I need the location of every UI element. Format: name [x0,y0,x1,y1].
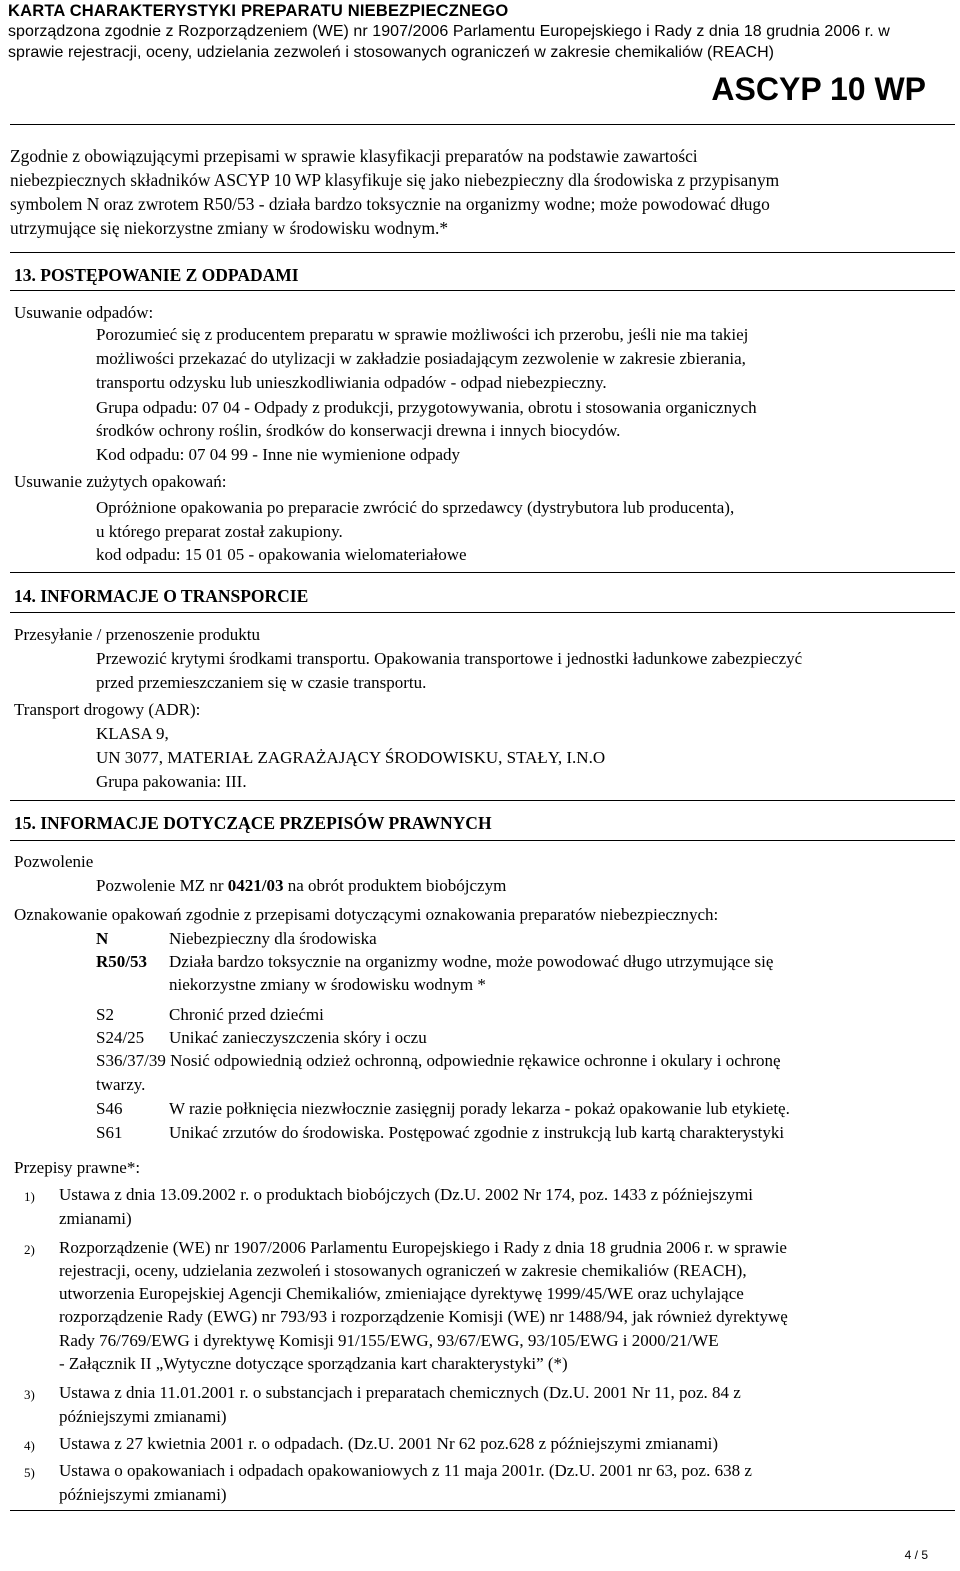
shipping-text: przed przemieszczaniem się w czasie transportu. [96,673,427,692]
list-item: Rady 76/769/EWG i dyrektywę Komisji 91/155/EWG, 93/67/EWG, 93/105/EWG i 2000/21/WE [59,1331,719,1350]
waste-disposal-label: Usuwanie odpadów: [14,303,154,322]
regulation-line-2: sprawie rejestracji, oceny, udzielania zezwoleń i stosowanych ograniczeń w zakresie chemikaliów (REACH) [8,44,775,61]
list-item: Ustawa z dnia 13.09.2002 r. o produktach biobójczych (Dz.U. 2002 Nr 174, poz. 1433 z późniejszymi [59,1185,754,1204]
waste-group-text: Grupa odpadu: 07 04 - Odpady z produkcji, przygotowywania, obrotu i stosowania organicznych [96,398,757,417]
shipping-text: Przewozić krytymi środkami transportu. Opakowania transportowe i jednostki ładunkowe zabezpieczyć [96,649,803,668]
document-title: KARTA CHARAKTERYSTYKI PREPARATU NIEBEZPIECZNEGO [8,2,509,20]
list-number: 2) [24,1242,35,1257]
packaging-disposal-text: Opróżnione opakowania po preparacie zwrócić do sprzedawcy (dystrybutora lub producenta), [96,498,735,517]
safety-phrase-text: Unikać zrzutów do środowiska. Postępować zgodnie z instrukcją lub kartą charakterystyki [169,1123,785,1142]
list-item: Rozporządzenie (WE) nr 1907/2006 Parlamentu Europejskiego i Rady z dnia 18 grudnia 2006 r. w sprawie [59,1238,787,1257]
section-13-heading: 13. POSTĘPOWANIE Z ODPADAMI [14,265,299,285]
safety-phrase-code: S46 [96,1099,123,1118]
paragraph-line: Zgodnie z obowiązującymi przepisami w sprawie klasyfikacji preparatów na podstawie zawartości [10,146,698,166]
list-item: Ustawa z 27 kwietnia 2001 r. o odpadach. (Dz.U. 2001 Nr 62 poz.628 z późniejszymi zmianami) [59,1434,719,1453]
risk-phrase-text: niekorzystne zmiany w środowisku wodnym * [169,975,486,994]
product-name: ASCYP 10 WP [711,71,926,107]
section-divider [10,800,955,801]
list-item: późniejszymi zmianami) [59,1407,227,1426]
risk-phrase-text: Działa bardzo toksycznie na organizmy wodne, może powodować długo utrzymujące się [169,952,774,971]
adr-label: Transport drogowy (ADR): [14,700,201,719]
packaging-code-text: kod odpadu: 15 01 05 - opakowania wielomateriałowe [96,545,467,564]
labeling-label: Oznakowanie opakowań zgodnie z przepisami dotyczącymi oznakowania preparatów niebezpiecznych: [14,905,719,924]
legal-basis-label: Przepisy prawne*: [14,1158,141,1177]
safety-phrase-text: twarzy. [96,1075,146,1094]
footer-divider [10,1510,955,1511]
paragraph-line: niebezpiecznych składników ASCYP 10 WP klasyfikuje się jako niebezpieczny dla środowiska z przypisanym [10,170,780,190]
safety-phrase-code: S2 [96,1005,114,1024]
permit-number: 0421/03 [227,876,284,895]
section-14-heading: 14. INFORMACJE O TRANSPORCIE [14,586,309,606]
packaging-disposal-label: Usuwanie zużytych opakowań: [14,472,227,491]
safety-phrase-text: S36/37/39 Nosić odpowiednią odzież ochronną, odpowiednie rękawice ochronne i okulary i ochronę [96,1051,781,1070]
permit-text [96,875,506,897]
page-number: 4 / 5 [904,1548,928,1562]
list-number: 1) [24,1189,35,1204]
list-item: rozporządzenie Rady (EWG) nr 793/93 i rozporządzenie Komisji (WE) nr 1488/94, jak również dyrektywę [59,1307,788,1326]
list-number: 4) [24,1438,35,1453]
section-divider [10,252,955,253]
risk-phrase-code: R50/53 [96,952,147,971]
safety-phrase-text: W razie połknięcia niezwłocznie zasięgnij porady lekarza - pokaż opakowanie lub etykietę. [169,1099,790,1118]
paragraph-line: utrzymujące się niekorzystne zmiany w środowisku wodnym.* [10,218,449,238]
safety-phrase-text: Chronić przed dziećmi [169,1005,324,1024]
list-item: - Załącznik II „Wytyczne dotyczące sporządzania kart charakterystyki” (*) [59,1354,568,1373]
safety-phrase-code: S61 [96,1123,123,1142]
list-number: 3) [24,1387,35,1402]
list-item: rejestracji, oceny, udzielania zezwoleń i stosowanych ograniczeń w zakresie chemikaliów (REACH), [59,1261,747,1280]
adr-packing-group: Grupa pakowania: III. [96,772,247,791]
permit-suffix: na obrót produktem biobójczym [283,876,507,895]
section-divider [10,290,955,291]
waste-group-text: środków ochrony roślin, środków do konserwacji drewna i innych biocydów. [96,421,621,440]
list-item: utworzenia Europejskiej Agencji Chemikaliów, zmieniające dyrektywę 1999/45/WE oraz uchylające [59,1284,744,1303]
permit-label: Pozwolenie [14,852,94,871]
hazard-symbol-text: Niebezpieczny dla środowiska [169,929,377,948]
section-divider [10,840,955,841]
paragraph-line: symbolem N oraz zwrotem R50/53 - działa bardzo toksycznie na organizmy wodne; może powodować długo [10,194,770,214]
list-item: Ustawa z dnia 11.01.2001 r. o substancjach i preparatach chemicznych (Dz.U. 2001 Nr 11, poz. 84 z [59,1383,741,1402]
packaging-disposal-text: u którego preparat został zakupiony. [96,522,343,541]
section-divider [10,572,955,573]
adr-un-number: UN 3077, MATERIAŁ ZAGRAŻAJĄCY ŚRODOWISKU, STAŁY, I.N.O [96,748,606,767]
list-number: 5) [24,1465,35,1480]
shipping-label: Przesyłanie / przenoszenie produktu [14,625,260,644]
permit-prefix: Pozwolenie MZ nr [96,876,228,895]
list-item: zmianami) [59,1209,132,1228]
safety-phrase-text: Unikać zanieczyszczenia skóry i oczu [169,1028,427,1047]
waste-code-text: Kod odpadu: 07 04 99 - Inne nie wymienione odpady [96,445,461,464]
adr-class: KLASA 9, [96,724,169,743]
header-divider [10,124,955,125]
list-item: późniejszymi zmianami) [59,1485,227,1504]
waste-disposal-text: transportu odzysku lub unieszkodliwiania odpadów - odpad niebezpieczny. [96,373,607,392]
waste-disposal-text: Porozumieć się z producentem preparatu w sprawie możliwości ich przerobu, jeśli nie ma takiej [96,325,749,344]
list-item: Ustawa o opakowaniach i odpadach opakowaniowych z 11 maja 2001r. (Dz.U. 2001 nr 63, poz. 638 z [59,1461,752,1480]
safety-phrase-code: S24/25 [96,1028,145,1047]
section-divider [10,612,955,613]
classification-paragraph [10,144,950,240]
section-15-heading: 15. INFORMACJE DOTYCZĄCE PRZEPISÓW PRAWNYCH [14,813,492,833]
hazard-symbol-code: N [96,929,109,948]
regulation-line-1: sporządzona zgodnie z Rozporządzeniem (WE) nr 1907/2006 Parlamentu Europejskiego i Rady z dnia 18 grudnia 2006 r. w [8,23,890,40]
waste-disposal-text: możliwości przekazać do utylizacji w zakładzie posiadającym zezwolenie w zakresie zbierania, [96,349,746,368]
